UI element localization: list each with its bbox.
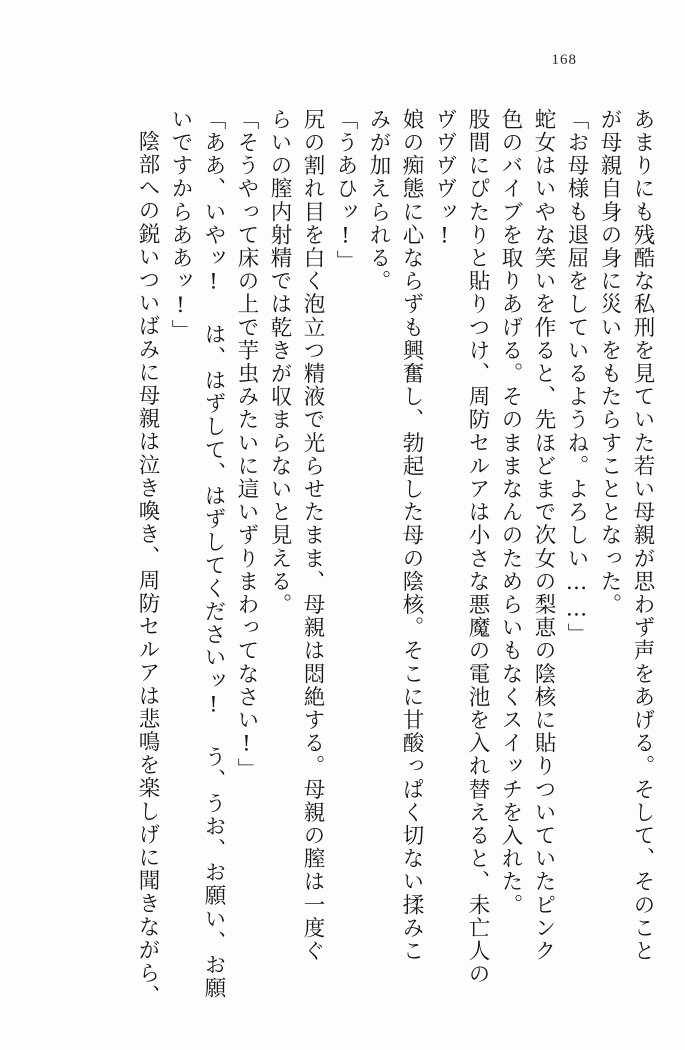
text-line: らいの膣内射精では乾きが収まらないと見える。: [267, 108, 292, 617]
text-line: 股間にぴたりと貼りつけ、周防セルアは小さな悪魔の電池を入れ替えると、未亡人の: [465, 108, 490, 986]
vertical-text-body: [40, 108, 655, 1008]
text-line: あまりにも残酷な私刑を見ていた若い母親が思わず声をあげる。そして、そのこと: [630, 108, 655, 963]
text-line: 「うあひッ!」: [333, 108, 358, 274]
text-line: 蛇女はいやな笑いを作ると、先ほどまで次女の梨恵の陰核に貼りついていたピンク: [531, 108, 556, 963]
text-line: いですからああッ!」: [168, 108, 193, 343]
text-line: 色のバイブを取りあげる。そのままなんのためらいもなくスイッチを入れた。: [498, 108, 523, 917]
text-line: 「お母様も退屈をしているようね。よろしい……」: [564, 108, 589, 647]
text-line: 尻の割れ目を白く泡立つ精液で光らせたまま、母親は悶絶する。母親の膣は一度ぐ: [300, 108, 325, 963]
text-line: 娘の痴態に心ならずも興奮し、勃起した母の陰核。そこに甘酸っぱく切ない揉みこ: [399, 108, 424, 963]
text-line: 陰部への鋭いついばみに母親は泣き喚き、周防セルアは悲鳴を楽しげに聞きながら、: [135, 130, 160, 1008]
text-line: 「ああ、いやッ! は、はずして、はずしてくださいッ! う、うお、お願い、お願: [201, 108, 226, 1000]
text-line: が母親自身の身に災いをもたらすこととなった。: [597, 108, 622, 617]
page-number: 168: [551, 52, 577, 68]
text-line: みが加えられる。: [366, 108, 391, 293]
text-line: ヴヴヴヴッ!: [432, 108, 457, 251]
text-line: 「そうやって床の上で芋虫みたいに這いずりまわってなさい!」: [234, 108, 259, 782]
